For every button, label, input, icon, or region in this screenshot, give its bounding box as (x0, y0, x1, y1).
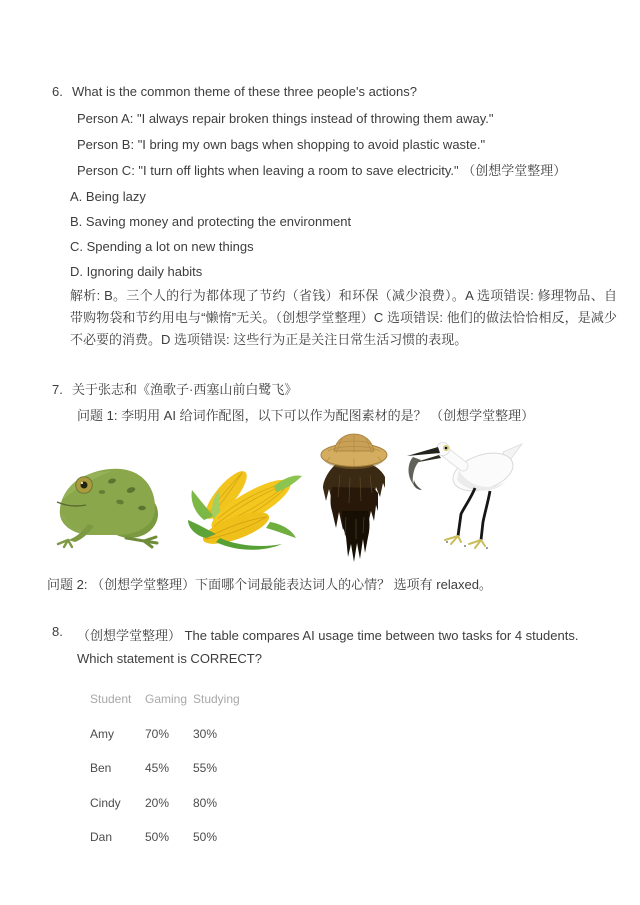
question-7-sub-question-2: 问题 2: （创想学堂整理）下面哪个词最能表达词人的心情？ 选项有 relaxed。 (47, 577, 492, 592)
frog-photo (52, 452, 164, 549)
table-header-studying: Studying (193, 692, 240, 706)
table-cell-ben-gaming: 45% (145, 761, 170, 775)
question-6-option-c: C. Spending a lot on new things (70, 239, 254, 254)
table-cell-dan-name: Dan (90, 830, 113, 844)
question-6-heading (52, 84, 417, 100)
table-cell-dan-gaming: 50% (145, 830, 170, 844)
question-7-sub-question-1: 问题 1: 李明用 AI 给词作配图，以下可以作为配图素材的是？ （创想学堂整理） (77, 408, 535, 423)
table-cell-cindy-studying: 80% (193, 795, 218, 810)
table-header-student: Student (90, 692, 132, 706)
question-8-prompt: （创想学堂整理） The table compares AI usage time between two tasks for 4 students. Which statement is CORRECT? (77, 628, 579, 666)
question-6-person-a-quote: Person A: "I always repair broken things instead of throwing them away." (77, 111, 494, 126)
question-6-number: 6. (52, 84, 63, 99)
question-6-prompt: What is the common theme of these three people's actions? (72, 84, 418, 99)
table-cell-amy-gaming: 70% (145, 726, 170, 741)
table-cell-amy-studying: 30% (193, 726, 218, 741)
question-6-option-b: B. Saving money and protecting the environment (70, 214, 352, 229)
question-8-number: 8. (52, 624, 63, 639)
question-7-number: 7. (52, 382, 63, 397)
table-cell-dan-studying: 50% (193, 830, 218, 844)
table-header-gaming: Gaming (145, 692, 188, 706)
question-6-option-d: D. Ignoring daily habits (70, 264, 203, 279)
corn-photo (186, 460, 308, 552)
question-7-heading (52, 382, 297, 398)
question-6-option-a: A. Being lazy (70, 189, 146, 204)
question-6-person-c-quote: Person C: "I turn off lights when leaving a room to save electricity." （创想学堂整理） (77, 163, 567, 178)
table-cell-cindy-name: Cindy (90, 795, 121, 810)
question-6-person-b-quote: Person B: "I bring my own bags when shopping to avoid plastic waste." (77, 137, 486, 152)
table-cell-ben-studying: 55% (193, 761, 218, 775)
question-6-analysis: 解析: B。三个人的行为都体现了节约（省钱）和环保（减少浪费）。A 选项错误: 修理物品、自带购物袋和节约用电与“懒惰”无关。（创想学堂整理）C 选项错误: 他们的做法恰恰相反，是减少不必要的消费。D 选项错误: 这些行为正是关注日常生活习惯的表现。 (70, 288, 617, 347)
question-7-title: 关于张志和《渔歌子·西塞山前白鹭飞》 (72, 382, 298, 397)
question-8-heading (52, 624, 615, 670)
table-cell-ben-name: Ben (90, 761, 112, 775)
table-cell-cindy-gaming: 20% (145, 795, 170, 810)
ai-usage-table (90, 692, 263, 865)
straw-hat-rain-cape-photo (316, 431, 392, 567)
egret-photo (403, 436, 525, 554)
table-cell-amy-name: Amy (90, 726, 114, 741)
